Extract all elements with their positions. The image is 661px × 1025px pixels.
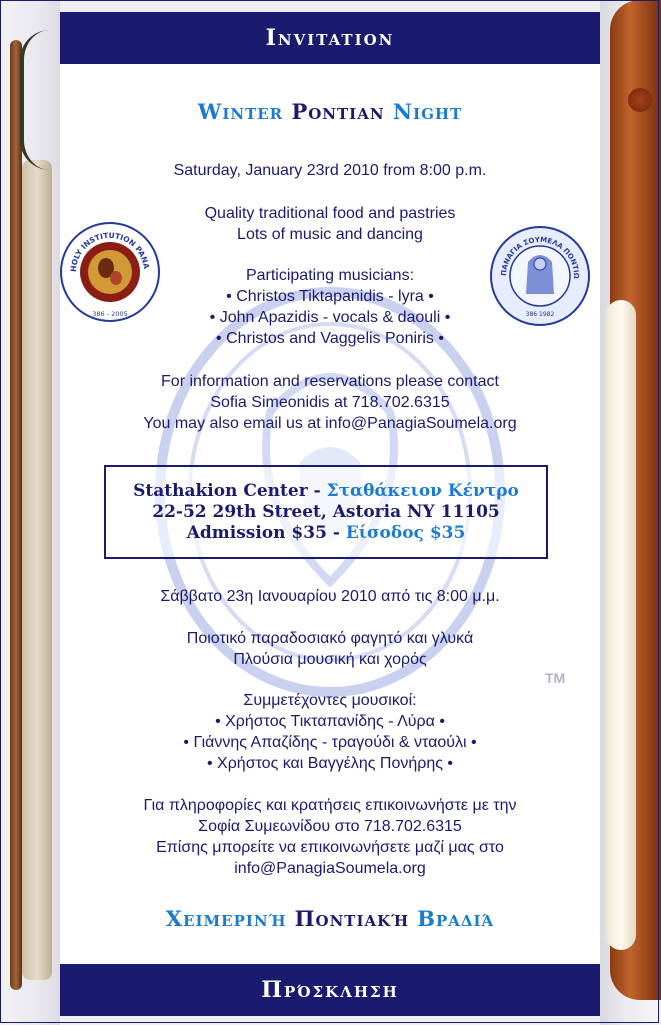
musicians-heading-english: Participating musicians: — [245, 267, 415, 284]
event-date-greek: Σάββατο 23η Ιανουαρίου 2010 από τις 8:00 μ.μ. — [160, 588, 500, 605]
venue-name-greek: Σταθάκειον Κέντρο — [326, 481, 519, 501]
title-word-winter: Winter — [197, 99, 284, 124]
svg-text:HOLY INSTITUTION PANAGIA SOUME: HOLY INSTITUTION PANA — [68, 230, 151, 273]
contact-line: Επίσης μπορείτε να επικοινωνήσετε μαζί μας στο — [156, 839, 504, 856]
contact-line: Για πληροφορίες και κρατήσεις επικοινωνήστε με την — [143, 797, 517, 814]
svg-text:386 1982: 386 1982 — [525, 311, 555, 318]
details-line-food-greek: Ποιοτικό παραδοσιακό φαγητό και γλυκά — [186, 630, 474, 647]
svg-text:ΠΑΝΑΓΙΑ ΣΟΥΜΕΛΑ ΠΟΝΤΙΩΝ ΑΜΕΡΙΚ: ΠΑΝΑΓΙΑ ΣΟΥΜΕΛΑ ΠΟΝΤΙΩ — [499, 235, 581, 279]
musician-item: • Γιάννης Απαζίδης - τραγούδι & νταούλι • — [183, 734, 477, 751]
venue-address: 22-52 29th Street, Astoria NY 11105 — [152, 502, 500, 522]
contact-line: Σοφία Συμεωνίδου στο 718.702.6315 — [198, 818, 462, 835]
trademark-mark: TM — [545, 670, 566, 686]
contact-line: Sofia Simeonidis at 718.702.6315 — [210, 394, 450, 411]
title-word-pontian: Pontian — [291, 99, 385, 124]
musician-item: • Christos Tiktapanidis - lyra • — [226, 288, 434, 305]
contact-email-line: You may also email us at info@PanagiaSoumela.org — [143, 415, 517, 432]
header-title: Invitation — [265, 25, 395, 51]
musicians-heading-greek: Συμμετέχοντες μουσικοί: — [243, 692, 417, 709]
details-line-food: Quality traditional food and pastries — [204, 205, 456, 222]
title-word-night-greek: Βραδιά — [417, 906, 495, 931]
contact-email-line: info@PanagiaSoumela.org — [234, 860, 426, 877]
musician-item: • John Apazidis - vocals & daouli • — [209, 309, 451, 326]
details-line-music: Lots of music and dancing — [237, 226, 423, 243]
contact-line: For information and reservations please contact — [161, 373, 499, 390]
musician-item: • Χρήστος και Βαγγέλης Πονήρης • — [206, 755, 453, 772]
event-date-english: Saturday, January 23rd 2010 from 8:00 p.m. — [173, 162, 487, 179]
admission-greek: Είσοδος $35 — [345, 523, 466, 543]
title-word-night: Night — [392, 99, 463, 124]
title-word-winter-greek: Χειμερινή — [165, 906, 287, 931]
admission-english: Admission $35 - — [186, 523, 340, 543]
musician-item: • Χρήστος Τικταπανίδης - Λύρα • — [215, 713, 445, 730]
footer-title: Πρόσκληση — [261, 977, 399, 1003]
details-line-music-greek: Πλούσια μουσική και χορός — [233, 651, 427, 668]
venue-name-english: Stathakion Center - — [133, 481, 321, 501]
svg-text:386 - 2005: 386 - 2005 — [92, 310, 128, 318]
title-word-pontian-greek: Ποντιακή — [294, 906, 409, 931]
musician-item: • Christos and Vaggelis Poniris • — [216, 330, 444, 347]
